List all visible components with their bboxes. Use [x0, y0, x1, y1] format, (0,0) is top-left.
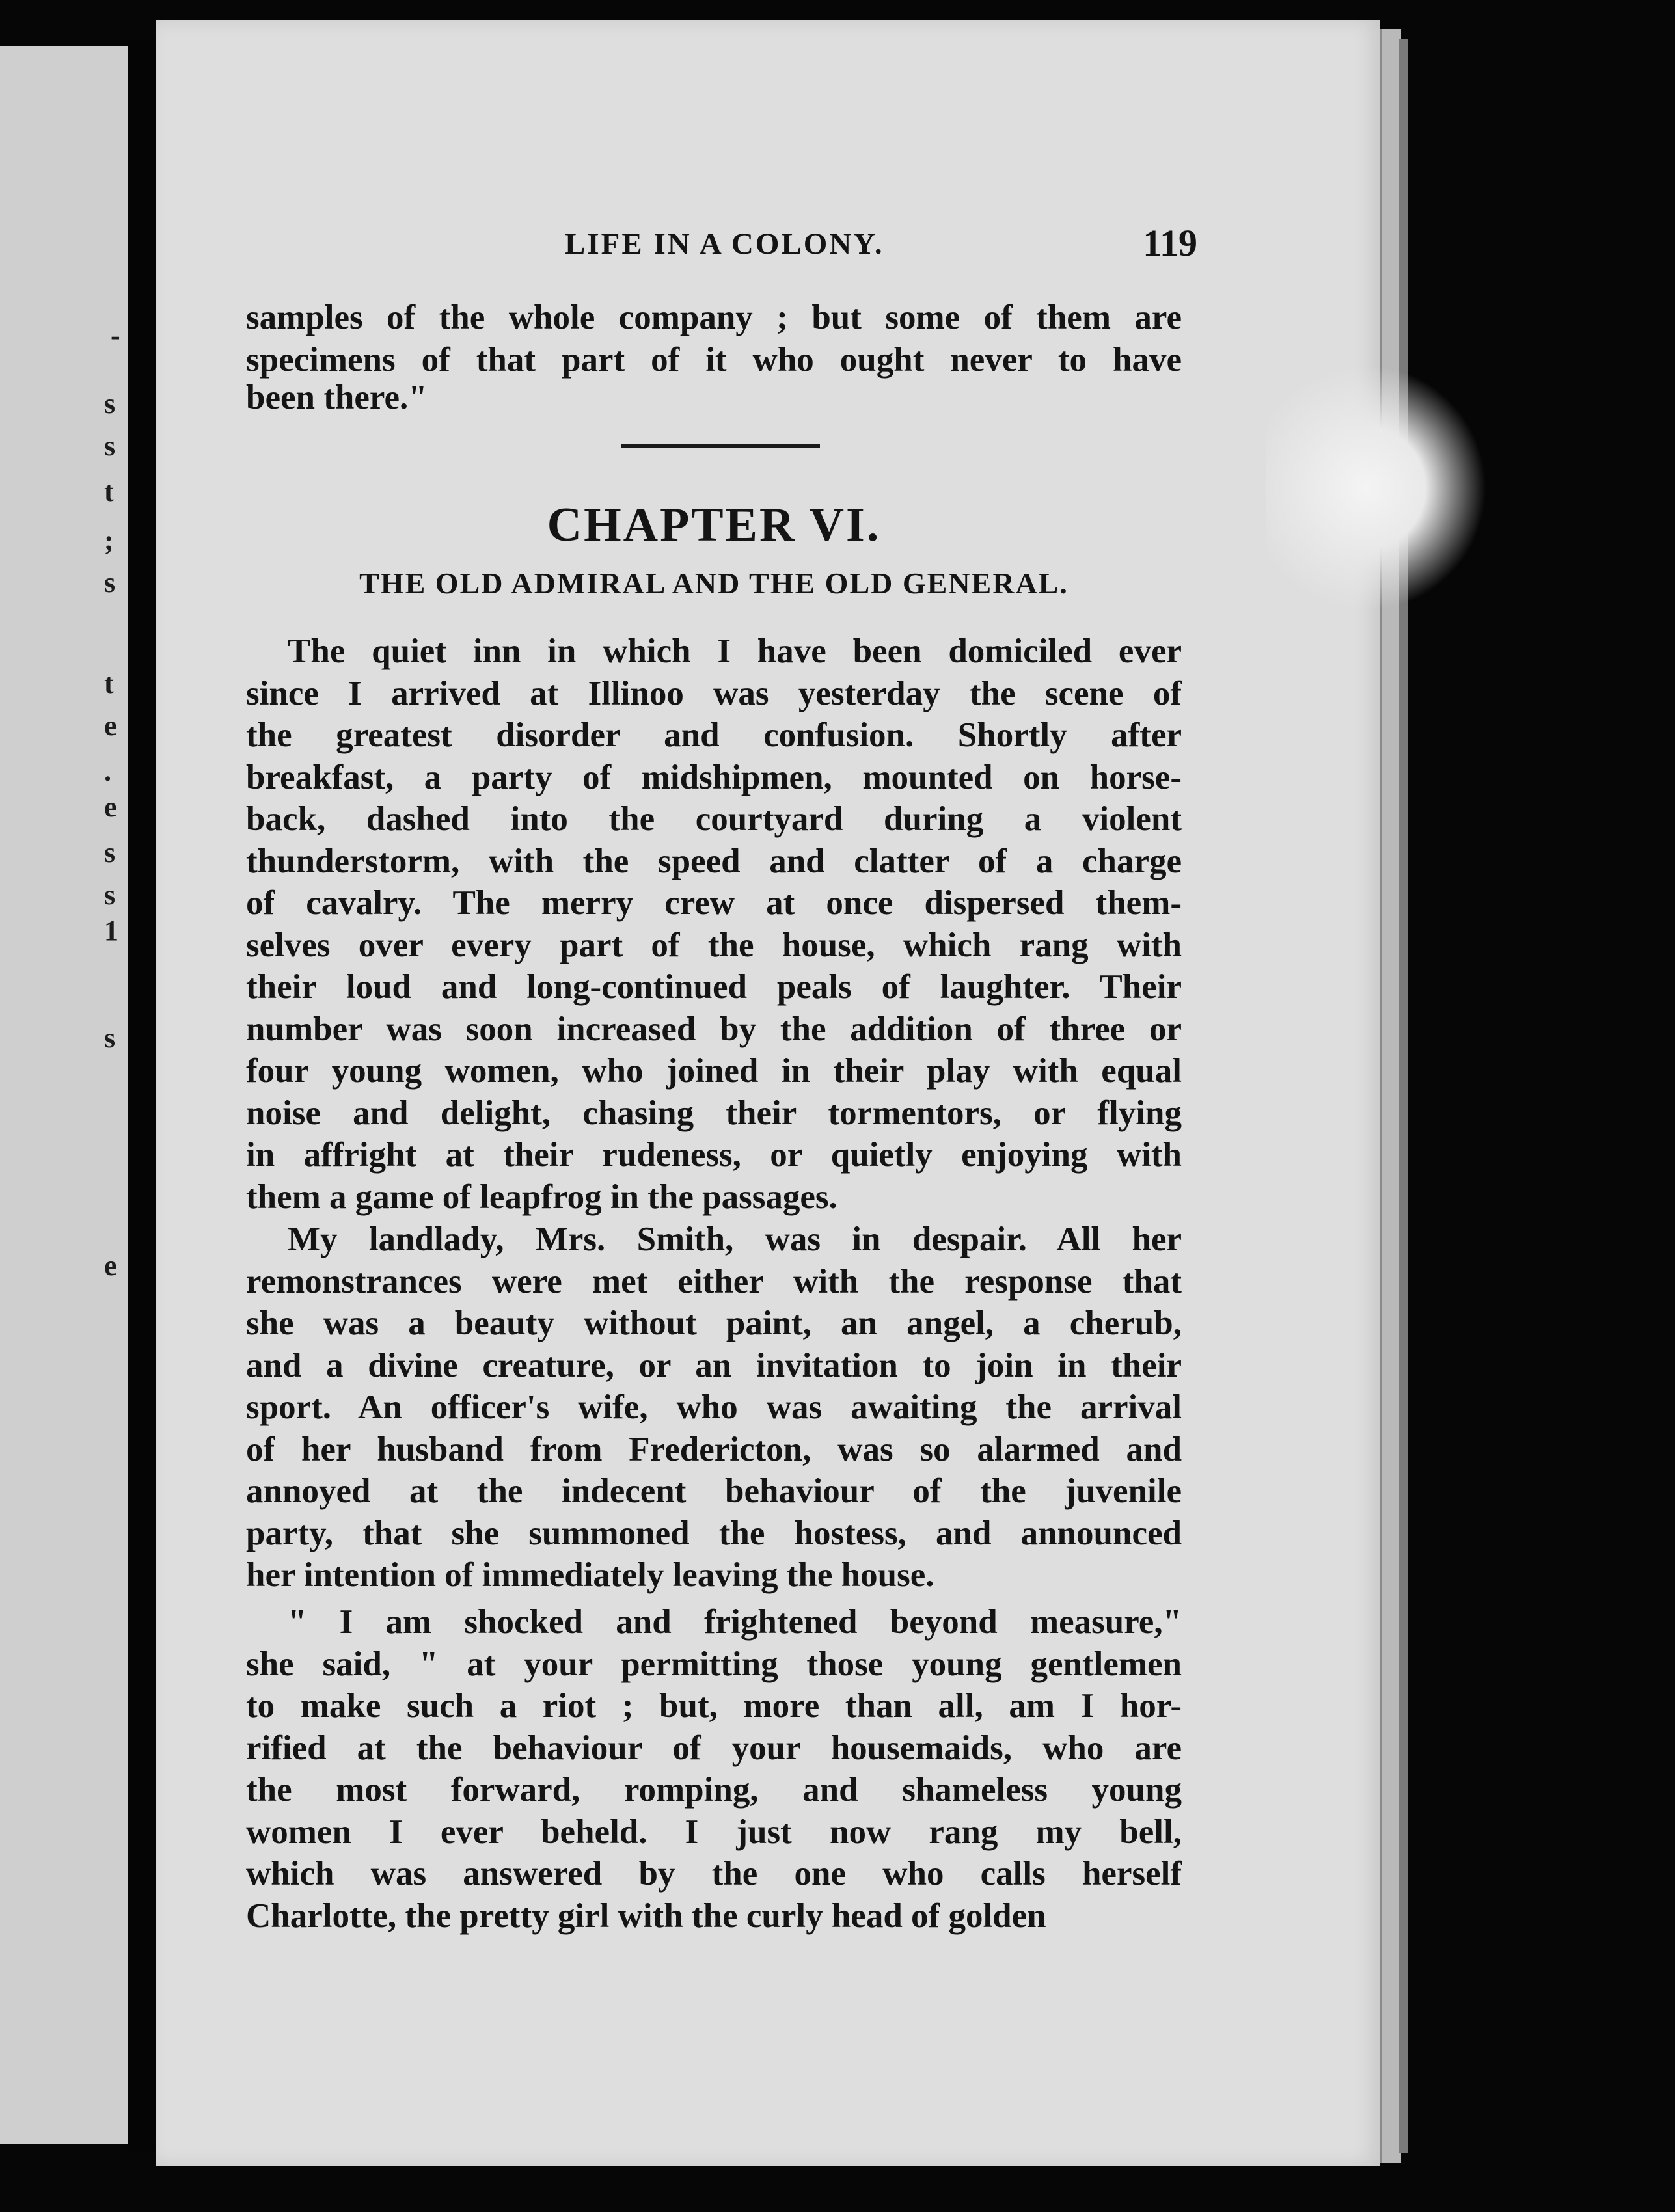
- facing-page-fragment: e: [104, 710, 117, 742]
- text-line: of cavalry. The merry crew at once dispersed them-: [246, 884, 1182, 922]
- text-line: and a divine creature, or an invitation to join in their: [246, 1346, 1182, 1384]
- text-line: been there.": [246, 379, 428, 416]
- page-edge-shadow: [1399, 39, 1408, 2153]
- page-edge: [1380, 29, 1401, 2163]
- text-line: annoyed at the indecent behaviour of the juvenile: [246, 1472, 1182, 1510]
- facing-page-fragment: s: [104, 837, 116, 869]
- page-header: [565, 221, 1197, 267]
- facing-page-fragment: -: [111, 319, 120, 351]
- text-line: to make such a riot ; but, more than all, am I hor-: [246, 1687, 1182, 1725]
- text-line: rified at the behaviour of your housemaids, who are: [246, 1729, 1182, 1767]
- text-line: party, that she summoned the hostess, and announced: [246, 1514, 1182, 1552]
- text-line: of her husband from Fredericton, was so alarmed and: [246, 1430, 1182, 1468]
- text-line: " I am shocked and frightened beyond measure,": [288, 1603, 1182, 1641]
- chapter-subtitle: THE OLD ADMIRAL AND THE OLD GENERAL.: [359, 567, 1069, 600]
- facing-page-edge: [0, 46, 128, 2144]
- facing-page-fragment: s: [104, 879, 116, 911]
- text-line: My landlady, Mrs. Smith, was in despair. All her: [288, 1221, 1182, 1258]
- running-head: LIFE IN A COLONY.: [565, 227, 884, 261]
- facing-page-fragment: e: [104, 791, 117, 823]
- facing-page-fragment: .: [104, 755, 111, 787]
- text-line: Charlotte, the pretty girl with the curly head of golden: [246, 1896, 1046, 1935]
- text-line: the most forward, romping, and shameless young: [246, 1771, 1182, 1809]
- facing-page-fragment: s: [104, 388, 116, 420]
- text-line: number was soon increased by the addition of three or: [246, 1010, 1182, 1048]
- text-line: samples of the whole company ; but some of them are: [246, 299, 1182, 336]
- text-line: thunderstorm, with the speed and clatter of a charge: [246, 842, 1182, 880]
- paper-damage: [1266, 364, 1487, 612]
- text-line: them a game of leapfrog in the passages.: [246, 1178, 838, 1216]
- facing-page-fragment: s: [104, 567, 116, 599]
- chapter-title: CHAPTER VI.: [547, 498, 881, 552]
- text-line: the greatest disorder and confusion. Shortly after: [246, 716, 1182, 754]
- facing-page-fragment: t: [104, 668, 114, 699]
- facing-page-fragment: 1: [104, 915, 118, 947]
- page-number: 119: [1143, 222, 1197, 264]
- text-line: selves over every part of the house, which rang with: [246, 926, 1182, 964]
- facing-page-fragment: t: [104, 476, 114, 507]
- facing-page-fragment: s: [104, 1022, 116, 1054]
- text-line: their loud and long-continued peals of laughter. Their: [246, 968, 1182, 1006]
- text-line: back, dashed into the courtyard during a violent: [246, 800, 1182, 838]
- facing-page-fragment: e: [104, 1250, 117, 1282]
- text-line: sport. An officer's wife, who was awaiting the arrival: [246, 1388, 1182, 1426]
- text-line: specimens of that part of it who ought never to have: [246, 341, 1182, 379]
- text-line: she was a beauty without paint, an angel, a cherub,: [246, 1304, 1182, 1342]
- text-line: noise and delight, chasing their tormentors, or flying: [246, 1094, 1182, 1132]
- text-line: since I arrived at Illinoo was yesterday the scene of: [246, 674, 1182, 712]
- text-line: remonstrances were met either with the response that: [246, 1262, 1182, 1301]
- facing-page-fragment: ;: [104, 524, 114, 556]
- facing-page-fragment: s: [104, 430, 116, 462]
- text-line: her intention of immediately leaving the house.: [246, 1556, 934, 1594]
- text-line: in affright at their rudeness, or quietly enjoying with: [246, 1136, 1182, 1174]
- text-line: breakfast, a party of midshipmen, mounted on horse-: [246, 758, 1182, 796]
- text-line: women I ever beheld. I just now rang my bell,: [246, 1813, 1182, 1851]
- text-line: The quiet inn in which I have been domiciled ever: [288, 632, 1182, 670]
- text-line: which was answered by the one who calls herself: [246, 1855, 1182, 1893]
- book-gutter: [128, 39, 156, 2153]
- text-line: four young women, who joined in their play with equal: [246, 1052, 1182, 1090]
- text-line: she said, " at your permitting those young gentlemen: [246, 1645, 1182, 1683]
- section-rule: [621, 444, 820, 448]
